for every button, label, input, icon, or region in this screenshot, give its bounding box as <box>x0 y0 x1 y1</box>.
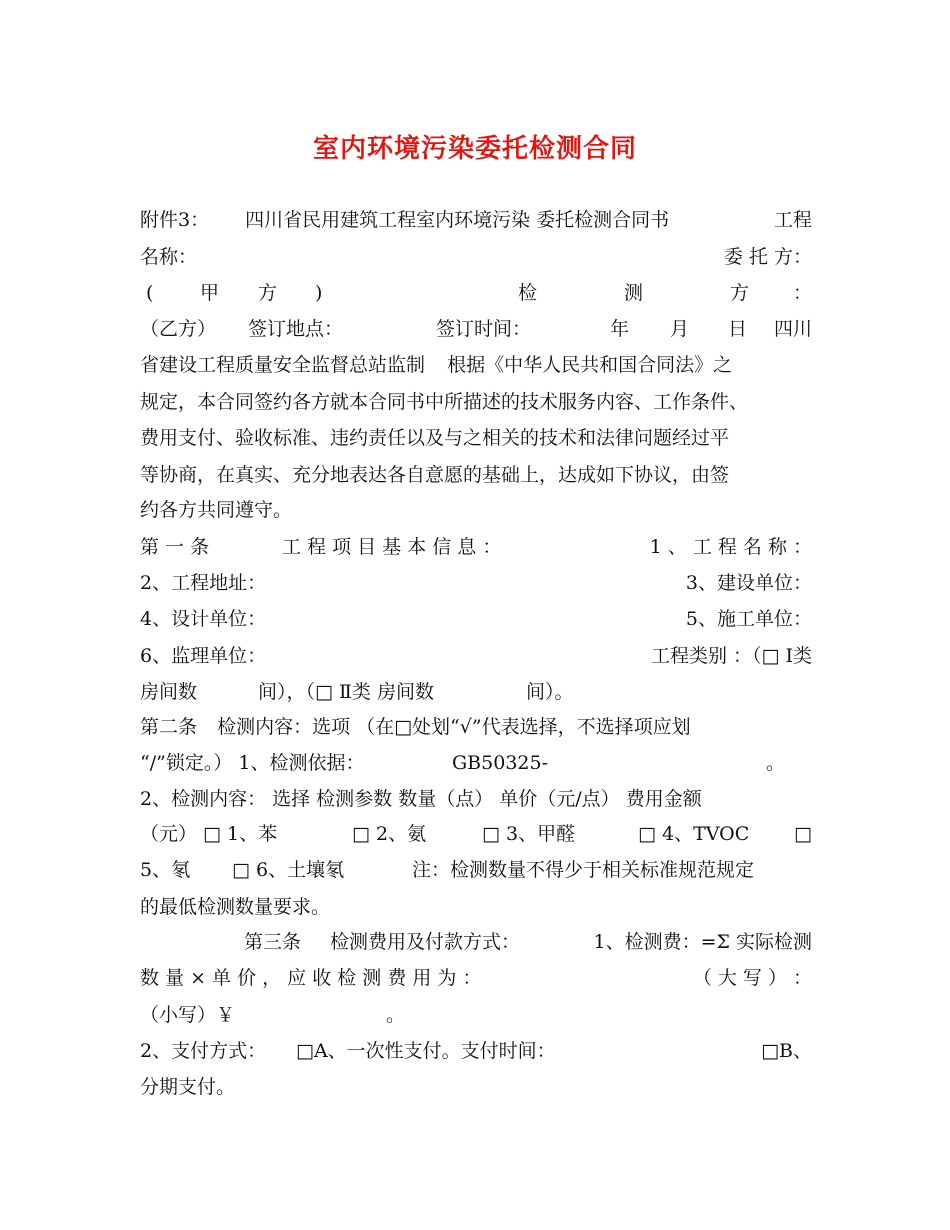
text-segment: 分期支付。 <box>140 1076 236 1098</box>
text-segment: ： <box>792 282 812 304</box>
text-segment: 数 量 × 单 价 ， 应 收 检 测 费 用 为 ： <box>140 967 482 989</box>
text-line <box>140 565 812 601</box>
document-title: 室内环境污染委托检测合同 <box>312 134 637 164</box>
text-segment: 工程 <box>773 209 812 231</box>
text-segment: 第 一 条 <box>140 536 210 558</box>
text-segment: 第三条 <box>244 931 302 953</box>
text-segment: 第二条 <box>140 716 198 738</box>
text-segment: 1、检测费：=Σ 实际检测 <box>593 931 812 953</box>
text-segment: 委 托 方： <box>723 246 812 268</box>
text-segment: ( <box>146 282 154 304</box>
text-segment: 方 <box>258 282 278 304</box>
text-line <box>140 816 812 852</box>
text-segment: 工 程 项 目 基 本 信 息 ： <box>282 536 502 558</box>
text-segment: □A、一次性支付。支付时间： <box>296 1040 556 1062</box>
text-line <box>140 420 812 456</box>
text-segment: （ 大 写 ） ： <box>692 967 812 989</box>
text-segment: 四川 <box>773 318 812 340</box>
text-segment: 费用支付、验收标准、违约责任以及与之相关的技术和法律问题经过平 <box>140 427 730 449</box>
text-segment: 签订时间： <box>436 318 532 340</box>
text-line <box>140 529 812 565</box>
text-line <box>140 781 812 817</box>
text-segment: 四川省民用建筑工程室内环境污染 委托检测合同书 <box>245 209 670 231</box>
text-segment: （小写）￥ <box>140 1004 236 1026</box>
text-segment: 方 <box>730 282 750 304</box>
text-segment: 等协商，在真实、充分地表达各自意愿的基础上，达成如下协议，由签 <box>140 464 730 486</box>
text-segment: 2、检测内容： 选择 检测参数 数量（点） 单价（元/点） 费用金额 <box>140 788 702 810</box>
text-segment: 2、支付方式： <box>140 1040 267 1062</box>
text-segment: 年 <box>610 318 630 340</box>
text-segment: □ 6、土壤氡 <box>232 859 345 881</box>
text-line <box>140 674 812 710</box>
text-segment: 4、设计单位： <box>140 608 267 630</box>
text-segment: 。 <box>386 1004 406 1026</box>
text-segment: 规定，本合同签约各方就本合同书中所描述的技术服务内容、工作条件、 <box>140 391 749 413</box>
text-line <box>140 997 812 1033</box>
text-segment: 签订地点： <box>248 318 344 340</box>
text-line <box>140 601 812 637</box>
text-line <box>140 745 812 781</box>
text-line <box>140 960 812 996</box>
text-segment: □ 4、TVOC <box>638 823 750 845</box>
text-segment: 测 <box>624 282 644 304</box>
text-segment: （元） □ 1、苯 <box>140 823 278 845</box>
text-line <box>140 311 812 347</box>
text-segment: 检测费用及付款方式： <box>330 931 521 953</box>
text-segment: 日 <box>728 318 748 340</box>
text-segment: 5、施工单位： <box>685 608 812 630</box>
text-line <box>140 492 812 528</box>
text-line <box>140 924 812 960</box>
text-line <box>140 709 812 745</box>
text-segment: 根据《中华人民共和国合同法》之 <box>447 354 733 376</box>
text-segment: 工程类别 ：（□ Ⅰ类 <box>650 645 812 667</box>
text-segment: 附件3： <box>140 209 210 231</box>
text-segment: “/”锁定。） 1、检测依据： <box>140 752 365 774</box>
text-segment: 注：检测数量不得少于相关标准规范规定 <box>412 859 755 881</box>
text-segment: 房间数 <box>140 681 198 703</box>
text-segment: □ <box>794 823 812 845</box>
text-segment: 3、建设单位： <box>685 572 812 594</box>
text-segment: 的最低检测数量要求。 <box>140 896 331 918</box>
text-line <box>140 347 812 383</box>
text-segment: 间），（□ Ⅱ类 房间数 <box>258 681 434 703</box>
text-segment: 检测内容：选项 （在□处划“√”代表选择，不选择项应划 <box>217 716 691 738</box>
text-segment: GB50325- <box>452 752 549 774</box>
text-segment: 月 <box>670 318 690 340</box>
text-line <box>140 384 812 420</box>
text-line <box>140 889 812 925</box>
text-segment: 6、监理单位： <box>140 645 267 667</box>
text-line <box>140 202 812 238</box>
text-segment: 检 <box>518 282 538 304</box>
text-line <box>140 1033 812 1069</box>
text-segment: （乙方） <box>140 318 217 340</box>
text-segment: 1 、 工 程 名 称 ： <box>649 536 812 558</box>
text-line <box>140 638 812 674</box>
text-segment: 约各方共同遵守。 <box>140 499 293 521</box>
text-segment: □B、 <box>761 1040 812 1062</box>
text-segment: 。 <box>766 752 786 774</box>
text-line <box>140 457 812 493</box>
text-segment: 5、氡 <box>140 859 191 881</box>
text-segment: □ 3、甲醛 <box>482 823 576 845</box>
text-segment: 甲 <box>200 282 220 304</box>
text-segment: 间）。 <box>526 681 574 703</box>
text-segment: ) <box>315 282 323 304</box>
text-line <box>140 852 812 888</box>
text-segment: 2、工程地址： <box>140 572 267 594</box>
text-segment: 名称： <box>140 246 198 268</box>
text-segment: □ 2、氨 <box>352 823 427 845</box>
text-line <box>140 1069 812 1105</box>
text-line <box>140 239 812 275</box>
text-segment: 省建设工程质量安全监督总站监制 <box>140 354 426 376</box>
text-line <box>140 275 812 311</box>
